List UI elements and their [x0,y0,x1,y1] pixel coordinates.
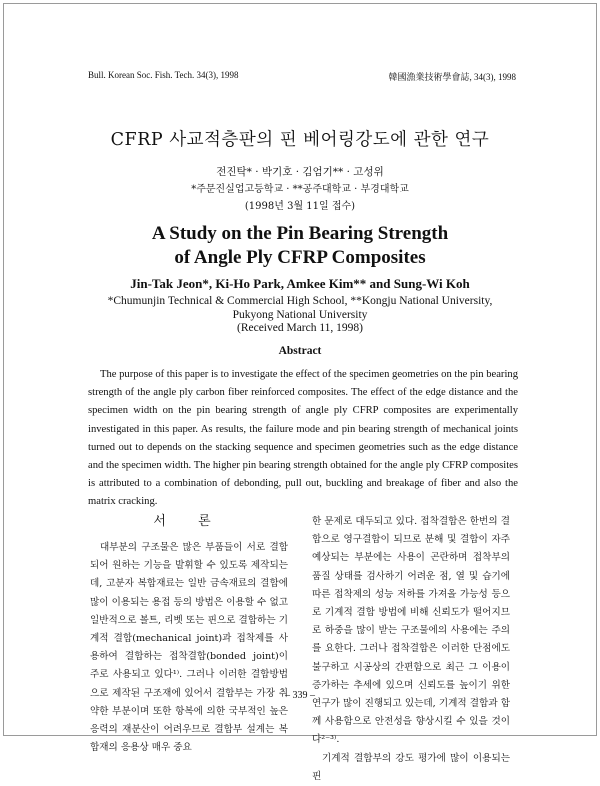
body-column-left [90,513,288,757]
korean-authors: 전진탁* · 박기호 · 김엄기** · 고성위 [216,166,384,178]
english-title-line2: of Angle Ply CFRP Composites [174,247,426,268]
english-title-line1: A Study on the Pin Bearing Strength [151,223,449,244]
english-affiliation [0,294,600,322]
english-authors: Jin-Tak Jeon*, Ki-Ho Park, Amkee Kim** and Sung-Wi Koh [130,276,470,291]
english-affiliation-line1: *Chumunjin Technical & Commercial High School, **Kongju National University, [107,295,493,307]
body-column-right [312,513,510,786]
korean-title: CFRP 사교적층판의 핀 베어링강도에 관한 연구 [110,130,490,150]
page-number: – 339 – [285,690,315,701]
korean-received-date: (1998년 3월 11일 접수) [244,201,356,212]
body-paragraph: 기계적 결합부의 강도 평가에 많이 이용되는 핀 [312,752,510,782]
abstract-text: The purpose of this paper is to investigate the effect of the specimen geometries on the pin bearing strength of the angle ply carbon fiber reinforced composites. The effect of the edge distance and the specimen width on the pin bearing strength of angle ply CFRP composites are experimentally investigated in this paper. As results, the failure mode and pin bearing strength of mechanical joints turned out to depends on the stacking sequence and specimen geometries such as the edge distance and the specimen width. The higher pin bearing strength obtained for the angle ply CFRP composites is attributed to a combination of debonding, pull out, buckling and breakage of fiber and also the matrix cracking. [88,369,518,508]
english-affiliation-line2: Pukyong National University [232,309,368,321]
english-received-date: (Received March 11, 1998) [236,322,364,334]
body-paragraph: 한 문제로 대두되고 있다. 접착결합은 한번의 결합으로 영구결합이 되므로 분해 및 결합이 자주 예상되는 부분에는 사용이 곤란하며 접착부의 품질 상태를 검사하기 어려운 점, 열 및 습기에 따른 접착제의 성능 저하를 가져올 가능성 등으로 기계적 결합 방법에 비해 신뢰도가 떨어지므로 하중을 많이 받는 구조물에의 사용에는 주의를 요한다. 그러나 접착결합은 이러한 단점에도 불구하고 시공상의 간편함으로 최근 그 이용이 증가하는 추세에 있으며 신뢰도를 높이기 위한 연구가 많이 진행되고 있는데, 기계적 결합과 함께 사용함으로 안전성을 향상시킬 수 있을 것이다²⁻³⁾. [312,516,510,746]
english-title [0,222,600,270]
abstract-heading: Abstract [278,345,322,357]
body-paragraph: 대부분의 구조물은 많은 부품들이 서로 결합되어 원하는 기능을 발휘할 수 있도록 제작되는데, 고분자 복합재료는 일반 금속재료의 결합에 많이 이용되는 용접 등의 방법은 이용할 수 없고 일반적으로 볼트, 리벳 또는 핀으로 결합하는 기계적 결합(mechanical joint)과 접착제를 사용하여 결합하는 접착결합(bonded joint)이 주로 사용되고 있다¹⁾. 그러나 이러한 결합방법으로 제작된 구조재에 있어서 결합부는 가장 취약한 부분이며 또한 항복에 의한 국부적인 높은 응력의 재분산이 어려우므로 결합부 설계는 복합재의 응용상 매우 중요 [90,542,288,754]
journal-header-english: Bull. Korean Soc. Fish. Tech. 34(3), 1998 [88,70,239,80]
korean-affiliation: *주문진실업고등학교 · **공주대학교 · 부경대학교 [191,184,409,195]
section-title-introduction: 서 론 [153,514,225,529]
journal-header-korean: 韓國漁業技術學會誌, 34(3), 1998 [388,72,516,82]
